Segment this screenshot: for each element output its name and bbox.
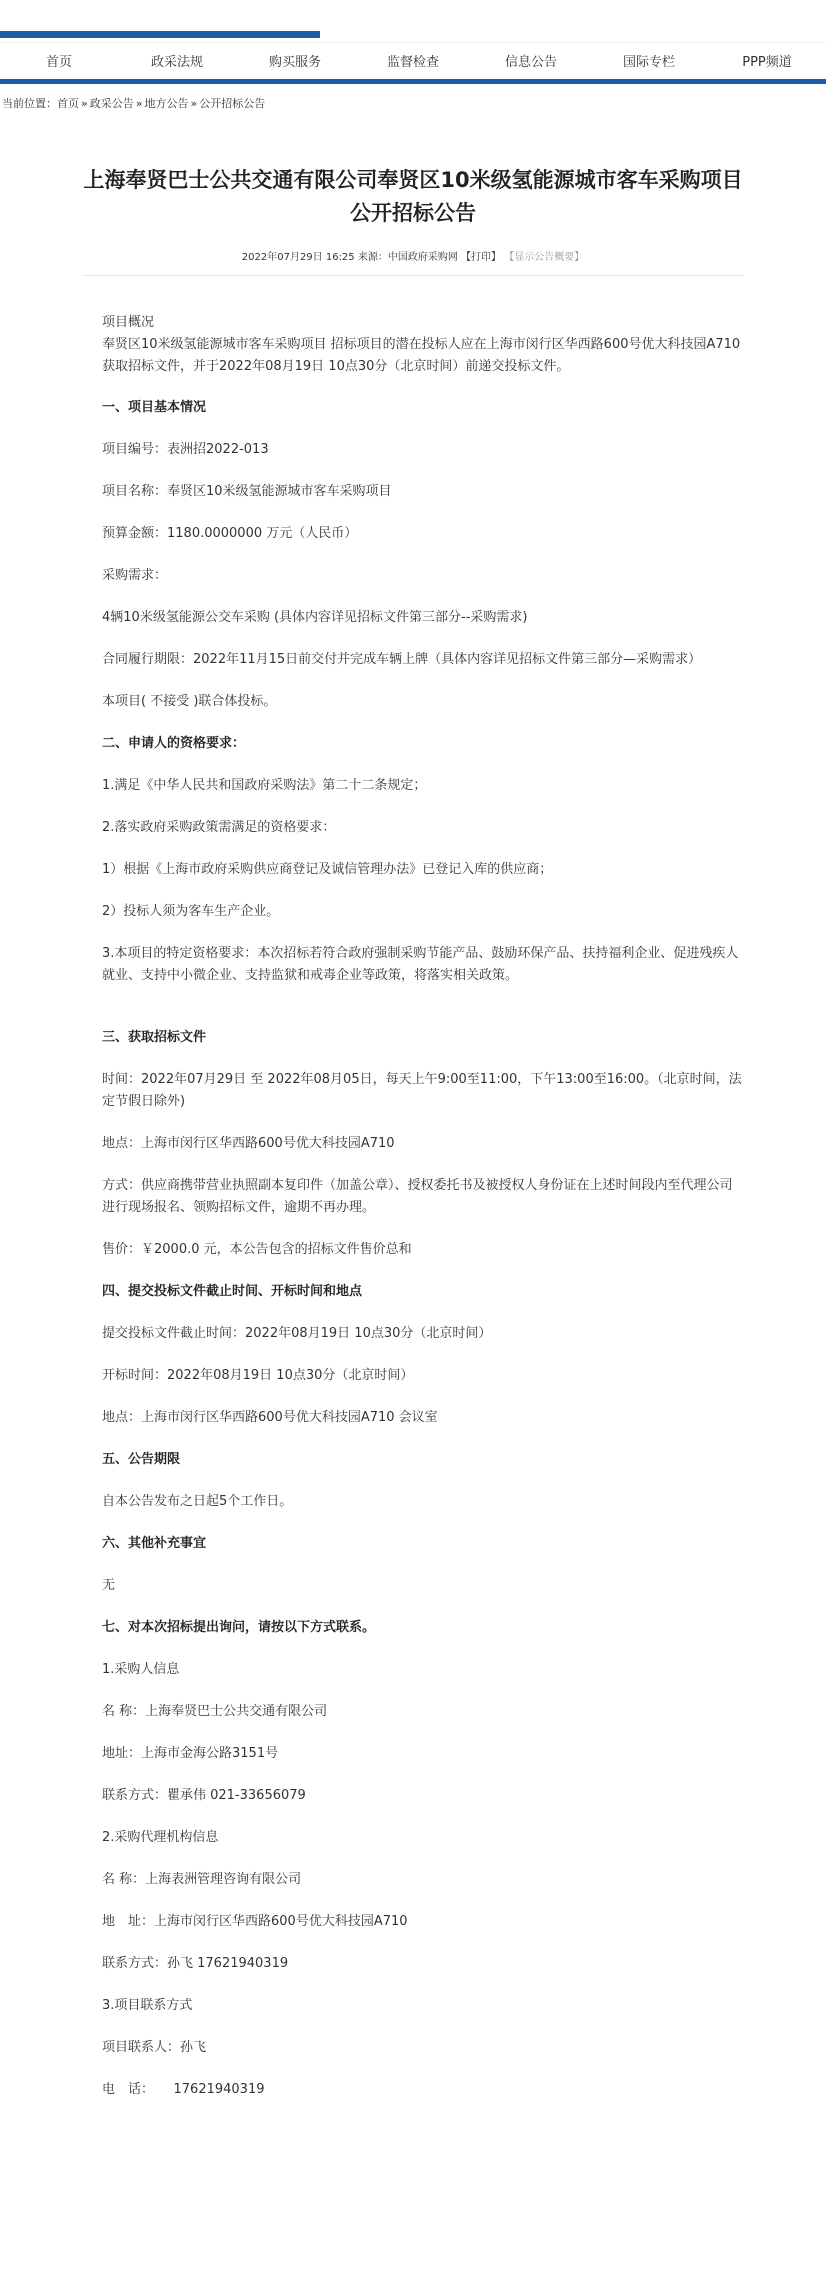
content-paragraph: 无 bbox=[102, 1578, 116, 1593]
content-paragraph: 1.采购人信息 bbox=[102, 1662, 180, 1677]
content-paragraph: 2）投标人须为客车生产企业。 bbox=[102, 904, 280, 919]
section-heading: 六、其他补充事宜 bbox=[102, 1536, 207, 1551]
content-paragraph: 时间：2022年07月29日 至 2022年08月05日，每天上午9:00至11:00，下午13:00至16:00。（北京时间，法定节假日除外) bbox=[102, 1072, 742, 1109]
section-heading: 四、提交投标文件截止时间、开标时间和地点 bbox=[102, 1284, 363, 1299]
article-meta-text: 2022年07月29日 16:25 来源：中国政府采购网 【打印】 bbox=[241, 252, 502, 263]
content-paragraph: 奉贤区10米级氢能源城市客车采购项目 招标项目的潜在投标人应在上海市闵行区华西路600号优大科技园A710获取招标文件，并于2022年08月19日 10点30分（北京时间）前递交投标文件。 bbox=[102, 337, 741, 374]
article-content bbox=[84, 312, 742, 2101]
content-paragraph: 1）根据《上海市政府采购供应商登记及诚信管理办法》已登记入库的供应商； bbox=[102, 862, 553, 877]
content-paragraph: 项目编号：表洲招2022-013 bbox=[102, 442, 269, 457]
breadcrumb-separator: » bbox=[81, 96, 88, 110]
content-paragraph: 地址：上海市金海公路3151号 bbox=[102, 1746, 279, 1761]
content-paragraph: 名 称：上海表洲管理咨询有限公司 bbox=[102, 1872, 302, 1887]
content-paragraph: 地点：上海市闵行区华西路600号优大科技园A710 会议室 bbox=[102, 1410, 438, 1425]
nav-item-supervision[interactable]: 监督检查 bbox=[386, 54, 439, 70]
breadcrumb-prefix: 当前位置： bbox=[2, 97, 57, 110]
breadcrumb-item-home[interactable]: 首页 bbox=[57, 97, 79, 110]
breadcrumb-item-local[interactable]: 地方公告 bbox=[144, 97, 189, 110]
content-paragraph: 联系方式：瞿承伟 021-33656079 bbox=[102, 1788, 306, 1803]
top-bar bbox=[0, 0, 826, 42]
content-paragraph: 项目名称：奉贤区10米级氢能源城市客车采购项目 bbox=[102, 484, 392, 499]
content-paragraph: 采购需求： bbox=[102, 568, 168, 583]
nav-item-home[interactable]: 首页 bbox=[45, 54, 72, 70]
article bbox=[83, 164, 743, 276]
nav-item-ppp[interactable]: PPP频道 bbox=[742, 54, 792, 70]
nav-item-announcements[interactable]: 信息公告 bbox=[504, 54, 557, 70]
content-paragraph: 1.满足《中华人民共和国政府采购法》第二十二条规定； bbox=[102, 778, 427, 793]
breadcrumb-separator: » bbox=[135, 96, 143, 110]
content-paragraph: 3.项目联系方式 bbox=[102, 1998, 193, 2013]
content-paragraph: 2.采购代理机构信息 bbox=[102, 1830, 219, 1845]
content-paragraph: 电 话： 17621940319 bbox=[102, 2082, 265, 2097]
content-paragraph: 售价：￥2000.0 元，本公告包含的招标文件售价总和 bbox=[102, 1242, 412, 1257]
breadcrumb-item-procurement[interactable]: 政采公告 bbox=[89, 97, 134, 110]
main-nav bbox=[0, 42, 826, 77]
nav-item-services[interactable]: 购买服务 bbox=[268, 54, 321, 70]
breadcrumb-separator: » bbox=[190, 96, 198, 110]
section-heading: 五、公告期限 bbox=[102, 1452, 181, 1467]
content-paragraph: 开标时间：2022年08月19日 10点30分（北京时间） bbox=[102, 1368, 414, 1383]
content-paragraph: 本项目( 不接受 )联合体投标。 bbox=[102, 694, 277, 709]
section-heading: 二、申请人的资格要求： bbox=[102, 736, 246, 751]
content-paragraph: 提交投标文件截止时间：2022年08月19日 10点30分（北京时间） bbox=[102, 1326, 492, 1341]
content-paragraph: 方式：供应商携带营业执照副本复印件（加盖公章）、授权委托书及被授权人身份证在上述时间段内至代理公司进行现场报名、领购招标文件，逾期不再办理。 bbox=[102, 1178, 733, 1215]
content-paragraph: 4辆10米级氢能源公交车采购 (具体内容详见招标文件第三部分--采购需求) bbox=[102, 610, 528, 625]
content-paragraph: 合同履行期限：2022年11月15日前交付并完成车辆上牌（具体内容详见招标文件第三部分—采购需求） bbox=[102, 652, 702, 667]
content-paragraph: 联系方式：孙飞 17621940319 bbox=[102, 1956, 289, 1971]
show-summary-link[interactable]: 【显示公告概要】 bbox=[504, 252, 585, 263]
breadcrumb bbox=[0, 84, 826, 122]
section-heading: 三、获取招标文件 bbox=[102, 1030, 207, 1045]
content-paragraph: 地 址：上海市闵行区华西路600号优大科技园A710 bbox=[102, 1914, 408, 1929]
section-heading: 一、项目基本情况 bbox=[102, 400, 207, 415]
content-paragraph: 2.落实政府采购政策需满足的资格要求： bbox=[102, 820, 336, 835]
nav-item-international[interactable]: 国际专栏 bbox=[622, 54, 675, 70]
content-paragraph: 自本公告发布之日起5个工作日。 bbox=[102, 1494, 293, 1509]
breadcrumb-item-tender[interactable]: 公开招标公告 bbox=[199, 97, 266, 110]
section-heading: 七、对本次招标提出询问，请按以下方式联系。 bbox=[102, 1620, 376, 1635]
content-paragraph: 预算金额：1180.0000000 万元（人民币） bbox=[102, 526, 358, 541]
article-meta bbox=[83, 248, 743, 276]
content-paragraph: 项目概况 bbox=[102, 315, 155, 330]
page-title: 上海奉贤巴士公共交通有限公司奉贤区10米级氢能源城市客车采购项目公开招标公告 bbox=[83, 168, 743, 225]
top-accent-bar bbox=[0, 31, 320, 38]
content-paragraph: 项目联系人：孙飞 bbox=[102, 2040, 207, 2055]
content-paragraph: 地点：上海市闵行区华西路600号优大科技园A710 bbox=[102, 1136, 395, 1151]
nav-item-regulations[interactable]: 政采法规 bbox=[150, 54, 203, 70]
content-paragraph: 3.本项目的特定资格要求：本次招标若符合政府强制采购节能产品、鼓励环保产品、扶持福利企业、促进残疾人就业、支持中小微企业、支持监狱和戒毒企业等政策，将落实相关政策。 bbox=[102, 946, 739, 983]
content-paragraph: 名 称：上海奉贤巴士公共交通有限公司 bbox=[102, 1704, 328, 1719]
